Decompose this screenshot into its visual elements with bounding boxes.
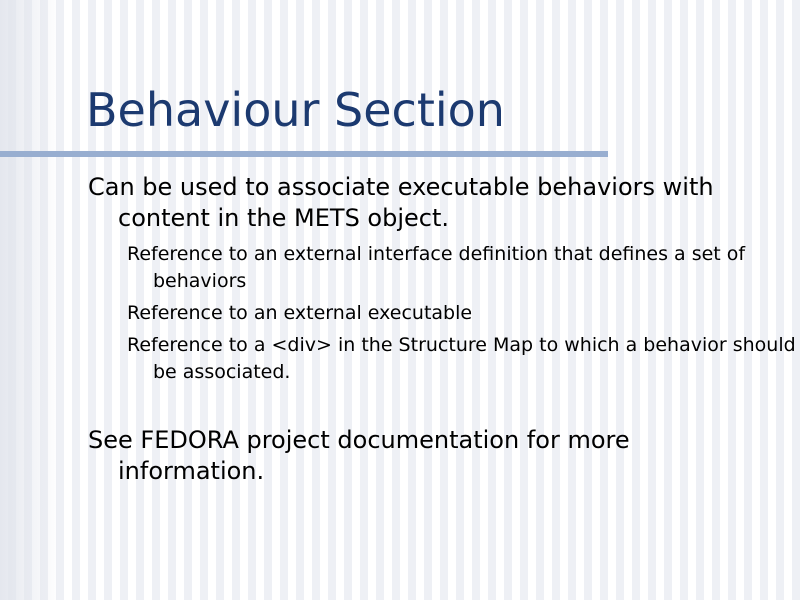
title-underline-rule — [0, 151, 608, 157]
slide-title: Behaviour Section — [86, 83, 505, 137]
subbullet-external-executable: Reference to an external executable — [127, 302, 473, 324]
subbullet-interface-definition: Reference to an external interface definition that defines a set of behaviors — [127, 243, 746, 292]
bullet-associate-behaviors: Can be used to associate executable behaviors with content in the METS object. — [88, 173, 714, 232]
bullet-fedora-documentation: See FEDORA project documentation for more information. — [88, 426, 630, 485]
background-left-fade — [0, 0, 60, 600]
subbullet-structure-map-div: Reference to a <div> in the Structure Map to which a behavior should be associated. — [127, 334, 796, 383]
